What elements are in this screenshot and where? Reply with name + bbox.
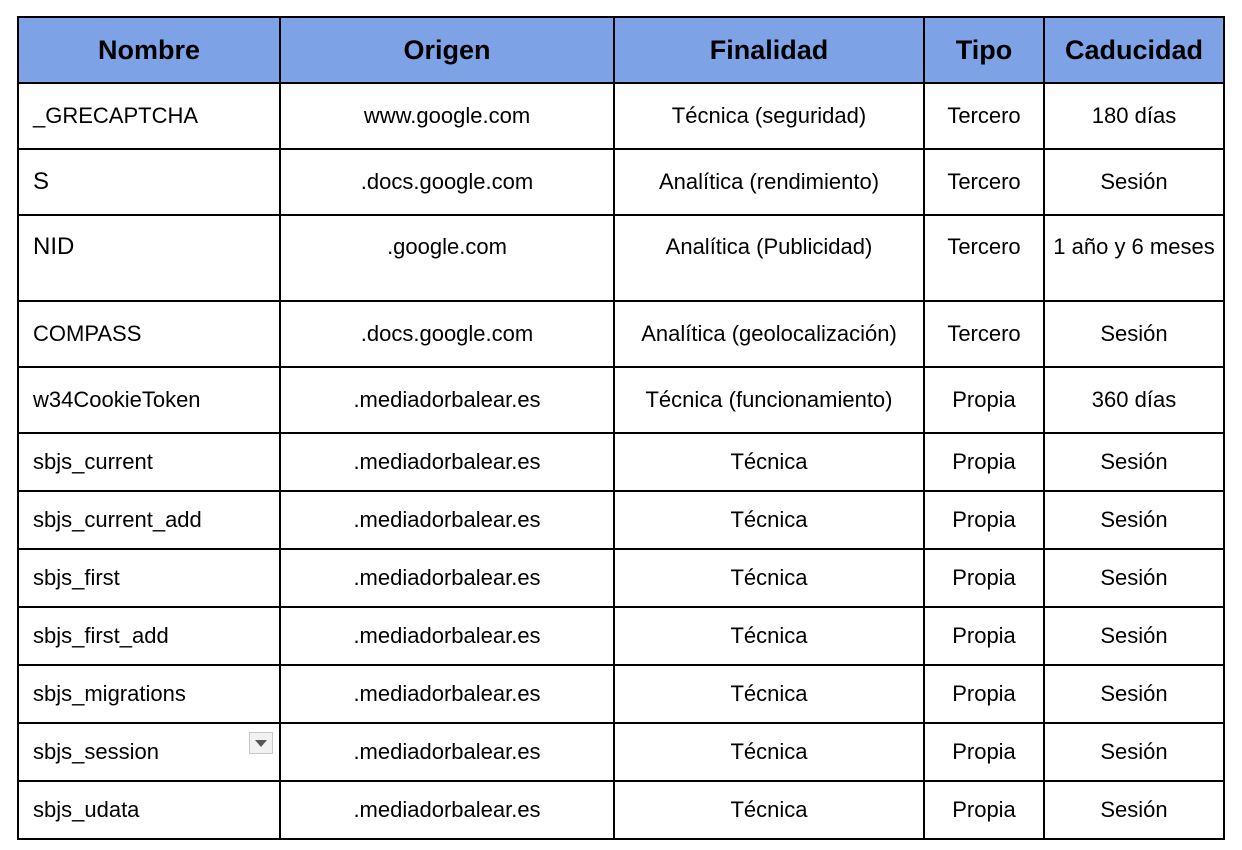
table-row xyxy=(18,549,1224,607)
cell-finalidad[interactable]: Analítica (rendimiento) xyxy=(614,149,924,215)
cell-origen[interactable]: .mediadorbalear.es xyxy=(280,723,614,781)
cell-tipo[interactable]: Propia xyxy=(924,549,1044,607)
cell-nombre[interactable]: sbjs_current_add xyxy=(18,491,280,549)
header-caducidad: Caducidad xyxy=(1044,17,1224,83)
cell-nombre[interactable]: w34CookieToken xyxy=(18,367,280,433)
cell-nombre[interactable]: S xyxy=(18,149,280,215)
cell-tipo[interactable]: Propia xyxy=(924,491,1044,549)
cell-caducidad[interactable]: Sesión xyxy=(1044,549,1224,607)
header-finalidad: Finalidad xyxy=(614,17,924,83)
table-row xyxy=(18,723,1224,781)
table-row xyxy=(18,301,1224,367)
cell-nombre[interactable]: sbjs_udata xyxy=(18,781,280,839)
cell-nombre-with-dropdown[interactable] xyxy=(18,723,280,781)
cell-origen[interactable]: .docs.google.com xyxy=(280,149,614,215)
cell-origen[interactable]: .mediadorbalear.es xyxy=(280,781,614,839)
header-nombre: Nombre xyxy=(18,17,280,83)
cell-caducidad[interactable]: Sesión xyxy=(1044,433,1224,491)
cell-caducidad[interactable]: Sesión xyxy=(1044,149,1224,215)
cell-origen[interactable]: .mediadorbalear.es xyxy=(280,367,614,433)
cell-origen[interactable]: .mediadorbalear.es xyxy=(280,665,614,723)
cell-tipo[interactable]: Tercero xyxy=(924,301,1044,367)
cell-caducidad[interactable]: Sesión xyxy=(1044,301,1224,367)
cell-finalidad[interactable]: Técnica xyxy=(614,549,924,607)
header-tipo: Tipo xyxy=(924,17,1044,83)
table-row xyxy=(18,665,1224,723)
cell-tipo[interactable]: Propia xyxy=(924,433,1044,491)
cell-origen[interactable]: .mediadorbalear.es xyxy=(280,491,614,549)
table-row xyxy=(18,367,1224,433)
cell-finalidad[interactable]: Técnica xyxy=(614,433,924,491)
cell-caducidad[interactable]: Sesión xyxy=(1044,491,1224,549)
cell-tipo[interactable]: Tercero xyxy=(924,83,1044,149)
cell-tipo[interactable]: Propia xyxy=(924,723,1044,781)
cell-nombre[interactable]: sbjs_first xyxy=(18,549,280,607)
cell-caducidad[interactable]: 1 año y 6 meses xyxy=(1044,215,1224,301)
cell-origen[interactable]: .mediadorbalear.es xyxy=(280,607,614,665)
cell-origen[interactable]: .mediadorbalear.es xyxy=(280,549,614,607)
cell-origen[interactable]: .mediadorbalear.es xyxy=(280,433,614,491)
header-row xyxy=(18,17,1224,83)
cell-finalidad[interactable]: Técnica xyxy=(614,723,924,781)
cell-origen[interactable]: .google.com xyxy=(280,215,614,301)
cell-finalidad[interactable]: Analítica (geolocalización) xyxy=(614,301,924,367)
table-row xyxy=(18,215,1224,301)
cell-finalidad[interactable]: Técnica xyxy=(614,665,924,723)
cell-nombre[interactable]: sbjs_migrations xyxy=(18,665,280,723)
header-origen: Origen xyxy=(280,17,614,83)
table-row xyxy=(18,149,1224,215)
cell-caducidad[interactable]: Sesión xyxy=(1044,781,1224,839)
cell-nombre-text: sbjs_session xyxy=(33,739,159,764)
cell-nombre[interactable]: _GRECAPTCHA xyxy=(18,83,280,149)
cell-origen[interactable]: .docs.google.com xyxy=(280,301,614,367)
cell-nombre[interactable]: sbjs_first_add xyxy=(18,607,280,665)
cell-finalidad[interactable]: Técnica xyxy=(614,491,924,549)
cell-caducidad[interactable]: 180 días xyxy=(1044,83,1224,149)
table-row xyxy=(18,491,1224,549)
cell-origen[interactable]: www.google.com xyxy=(280,83,614,149)
cell-tipo[interactable]: Propia xyxy=(924,607,1044,665)
cell-finalidad[interactable]: Técnica xyxy=(614,781,924,839)
cell-caducidad[interactable]: 360 días xyxy=(1044,367,1224,433)
cell-finalidad[interactable]: Técnica xyxy=(614,607,924,665)
cell-nombre[interactable]: sbjs_current xyxy=(18,433,280,491)
cell-tipo[interactable]: Tercero xyxy=(924,215,1044,301)
table-row xyxy=(18,781,1224,839)
table-row xyxy=(18,433,1224,491)
cell-tipo[interactable]: Propia xyxy=(924,665,1044,723)
cell-nombre[interactable]: NID xyxy=(18,215,280,301)
cell-tipo[interactable]: Tercero xyxy=(924,149,1044,215)
cell-tipo[interactable]: Propia xyxy=(924,367,1044,433)
dropdown-arrow-icon[interactable] xyxy=(249,732,273,754)
cell-finalidad[interactable]: Analítica (Publicidad) xyxy=(614,215,924,301)
cell-tipo[interactable]: Propia xyxy=(924,781,1044,839)
cookies-table xyxy=(17,16,1225,840)
cell-caducidad[interactable]: Sesión xyxy=(1044,607,1224,665)
table-row xyxy=(18,83,1224,149)
cell-finalidad[interactable]: Técnica (funcionamiento) xyxy=(614,367,924,433)
cell-nombre[interactable]: COMPASS xyxy=(18,301,280,367)
table-row xyxy=(18,607,1224,665)
cell-finalidad[interactable]: Técnica (seguridad) xyxy=(614,83,924,149)
cell-caducidad[interactable]: Sesión xyxy=(1044,665,1224,723)
cell-caducidad[interactable]: Sesión xyxy=(1044,723,1224,781)
